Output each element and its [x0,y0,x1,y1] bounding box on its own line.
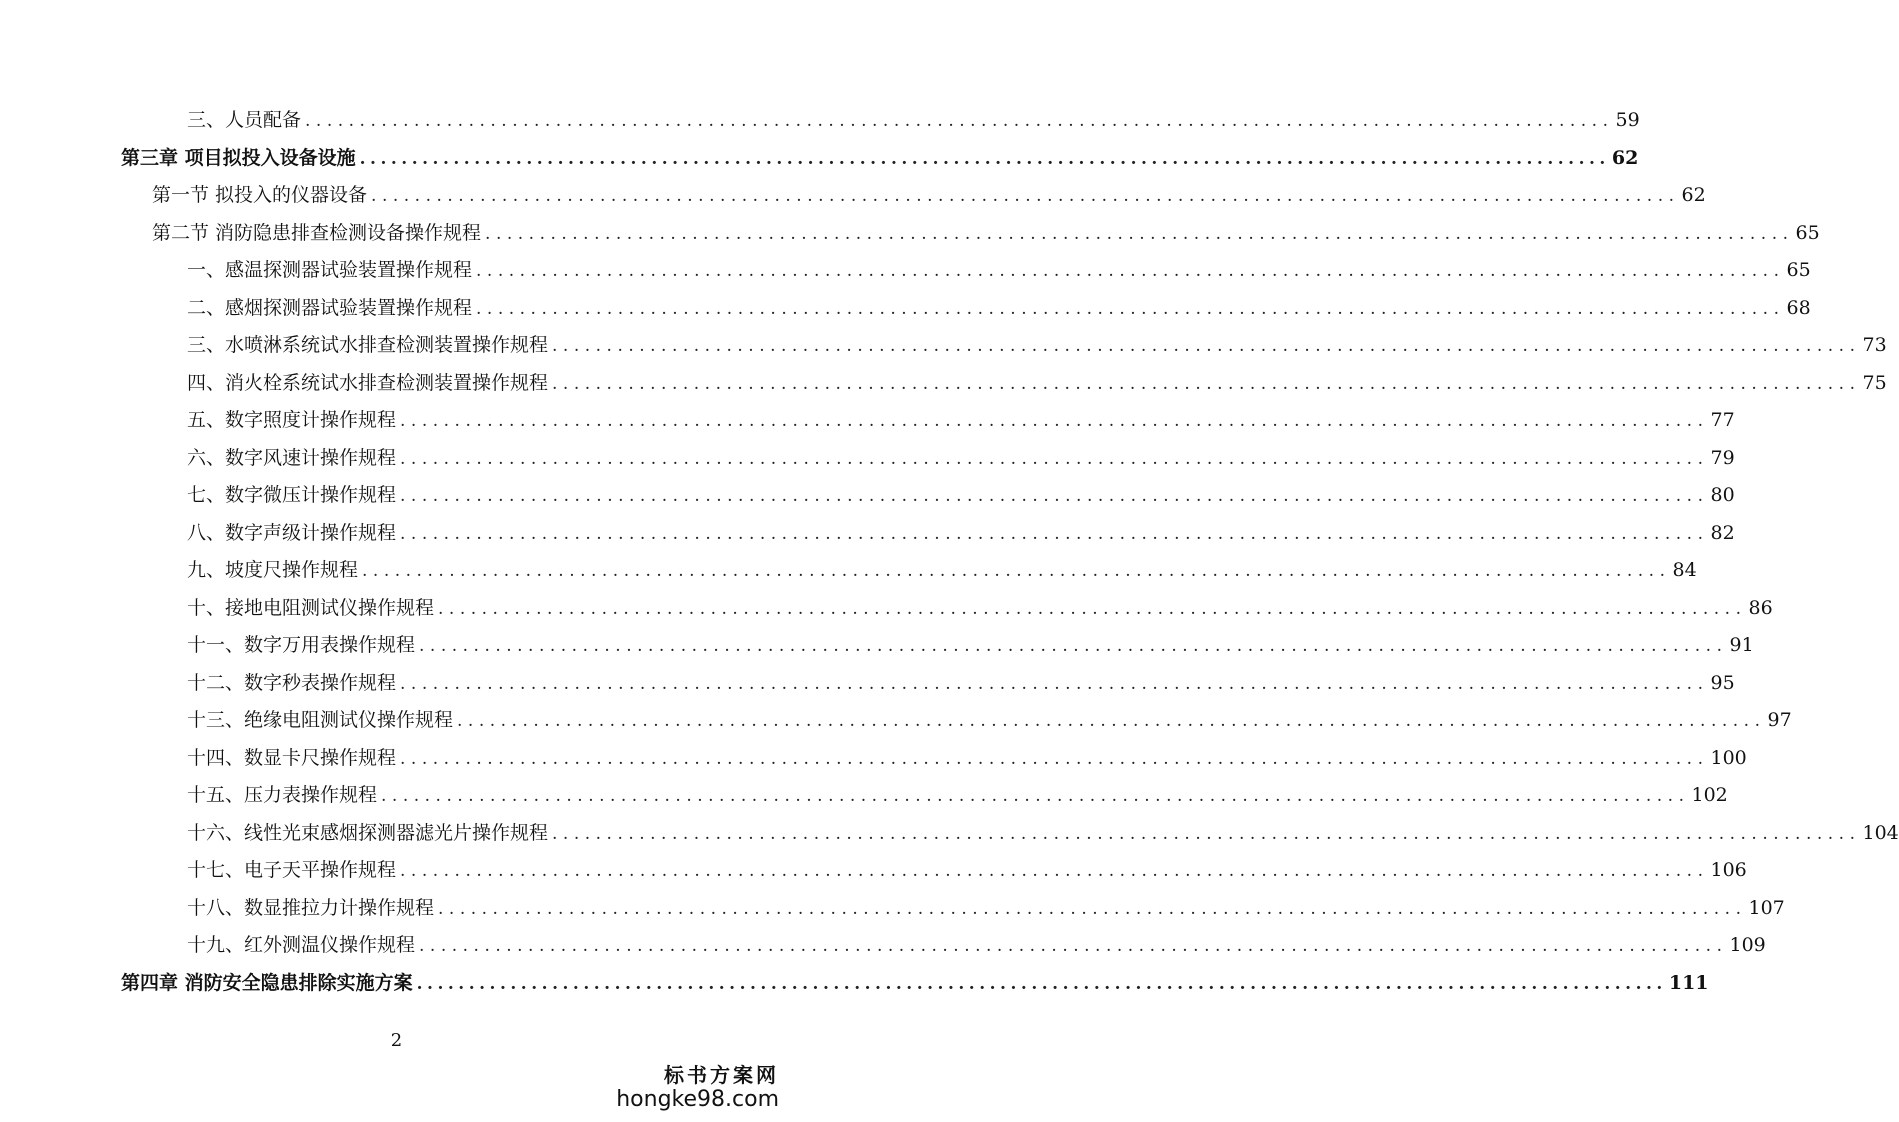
toc-entry-title: 五、数字照度计操作规程 [187,409,397,431]
toc-entry-page: 86 [1748,596,1773,619]
toc-entry-page: 95 [1710,671,1735,694]
toc-entry-page: 106 [1710,859,1747,881]
dot-leader: ........................................................................................................................ [476,261,1785,281]
toc-entry-title: 三、水喷淋系统试水排查检测装置操作规程 [187,334,549,356]
toc-entry[interactable] [0,327,1887,365]
toc-entry[interactable] [0,515,1735,553]
toc-entry[interactable] [0,815,1899,853]
toc-entry-page: 107 [1748,896,1785,919]
dot-leader: ........................................................................................................................ [457,711,1766,731]
toc-entry[interactable] [0,440,1735,478]
toc-entry[interactable] [0,215,1820,253]
toc-entry-page: 100 [1710,746,1747,769]
toc-entry-title: 二、感烟探测器试验装置操作规程 [187,296,473,319]
toc-entry[interactable] [0,665,1735,703]
toc-entry-page: 68 [1786,296,1811,319]
toc-entry[interactable] [0,927,1766,965]
watermark-url: hongke98.com [616,1086,779,1112]
toc-entry-page: 62 [1611,146,1639,169]
toc-entry[interactable] [0,852,1747,890]
dot-leader: ........................................................................................................................ [552,373,1861,394]
toc-entry-title: 十一、数字万用表操作规程 [187,634,416,656]
table-of-contents [0,102,1899,1002]
toc-entry-page: 91 [1729,634,1754,656]
toc-entry-title: 十六、线性光束感烟探测器滤光片操作规程 [187,821,549,844]
dot-leader: ........................................................................................................................ [305,111,1614,131]
toc-entry-title: 十、接地电阻测试仪操作规程 [187,596,435,619]
site-watermark [616,1064,779,1112]
dot-leader: ........................................................................................................................ [419,936,1728,956]
toc-entry[interactable] [0,965,1709,1003]
toc-entry-title: 六、数字风速计操作规程 [187,446,397,469]
dot-leader: ........................................................................................................................ [552,336,1861,356]
toc-entry[interactable] [0,402,1735,440]
dot-leader: ........................................................................................................................ [438,898,1747,919]
dot-leader: ........................................................................................................................ [400,673,1709,694]
toc-entry[interactable] [0,102,1640,140]
dot-leader: ........................................................................................................................ [400,411,1709,431]
dot-leader: ........................................................................................................................ [359,148,1610,169]
toc-entry-title: 三、人员配备 [187,109,302,131]
toc-entry[interactable] [0,627,1754,665]
toc-entry-page: 79 [1710,446,1735,469]
toc-entry-title: 十四、数显卡尺操作规程 [187,746,397,769]
toc-entry-page: 75 [1862,371,1887,394]
toc-entry-title: 一、感温探测器试验装置操作规程 [187,259,473,281]
toc-entry-page: 104 [1862,821,1899,844]
toc-entry-page: 80 [1710,484,1735,506]
toc-entry-page: 97 [1767,709,1792,731]
dot-leader: ........................................................................................................................ [416,973,1667,994]
toc-entry-title: 十五、压力表操作规程 [187,784,378,806]
toc-entry-title: 四、消火栓系统试水排查检测装置操作规程 [187,371,549,394]
toc-entry[interactable] [0,702,1792,740]
dot-leader: ........................................................................................................................ [400,486,1709,506]
toc-entry-title: 第四章 消防安全隐患排除实施方案 [121,971,413,994]
dot-leader: ........................................................................................................................ [438,598,1747,619]
toc-entry-page: 77 [1710,409,1735,431]
toc-entry[interactable] [0,290,1811,328]
dot-leader: ........................................................................................................................ [371,186,1680,206]
toc-entry[interactable] [0,740,1747,778]
dot-leader: ........................................................................................................................ [400,448,1709,469]
toc-entry[interactable] [0,365,1887,403]
toc-entry-page: 111 [1668,971,1709,994]
toc-entry-page: 109 [1729,934,1766,956]
toc-entry[interactable] [0,177,1706,215]
toc-entry-title: 第二节 消防隐患排查检测设备操作规程 [152,221,482,244]
toc-entry-page: 65 [1786,259,1811,281]
toc-entry[interactable] [0,590,1773,628]
toc-entry[interactable] [0,777,1728,815]
toc-entry-page: 84 [1672,559,1697,581]
toc-entry-page: 65 [1795,221,1820,244]
dot-leader: ........................................................................................................................ [485,223,1794,244]
toc-entry[interactable] [0,552,1697,590]
toc-entry[interactable] [0,252,1811,290]
toc-entry[interactable] [0,140,1639,178]
toc-entry-title: 第三章 项目拟投入设备设施 [121,146,356,169]
toc-entry-title: 七、数字微压计操作规程 [187,484,397,506]
toc-entry-title: 八、数字声级计操作规程 [187,521,397,544]
toc-entry-title: 第一节 拟投入的仪器设备 [152,184,368,206]
dot-leader: ........................................................................................................................ [476,298,1785,319]
toc-entry-page: 73 [1862,334,1887,356]
page-number: 2 [390,1030,403,1051]
dot-leader: ........................................................................................................................ [552,823,1861,844]
toc-entry-title: 十七、电子天平操作规程 [187,859,397,881]
dot-leader: ........................................................................................................................ [400,523,1709,544]
dot-leader: ........................................................................................................................ [419,636,1728,656]
dot-leader: ........................................................................................................................ [381,786,1690,806]
toc-entry-page: 102 [1691,784,1728,806]
toc-entry-title: 十八、数显推拉力计操作规程 [187,896,435,919]
toc-entry-title: 九、坡度尺操作规程 [187,559,359,581]
toc-entry[interactable] [0,890,1785,928]
toc-entry-title: 十三、绝缘电阻测试仪操作规程 [187,709,454,731]
toc-entry-title: 十九、红外测温仪操作规程 [187,934,416,956]
dot-leader: ........................................................................................................................ [400,748,1709,769]
dot-leader: ........................................................................................................................ [400,861,1709,881]
toc-entry-title: 十二、数字秒表操作规程 [187,671,397,694]
dot-leader: ........................................................................................................................ [362,561,1671,581]
toc-entry-page: 62 [1681,184,1706,206]
toc-entry-page: 59 [1615,109,1640,131]
watermark-name: 标书方案网 [664,1062,779,1087]
toc-entry-page: 82 [1710,521,1735,544]
toc-entry[interactable] [0,477,1735,515]
